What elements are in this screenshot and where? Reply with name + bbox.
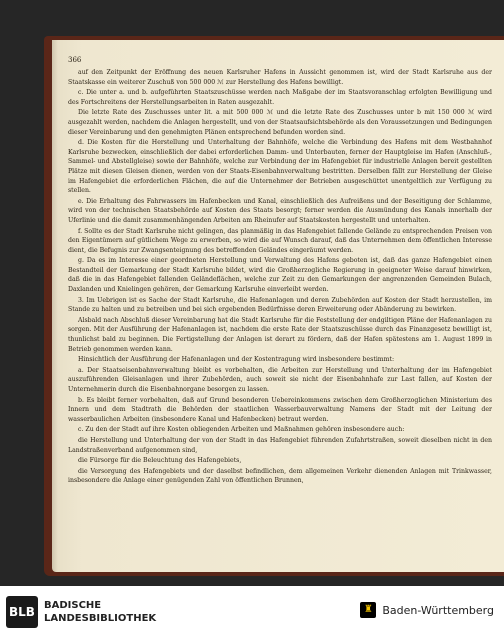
- bw-logo[interactable]: [360, 602, 494, 618]
- paragraph: f. Sollte es der Stadt Karlsruhe nicht gelingen, das planmäßig in das Hafengebiet fallende Gelände zu entsprechenden Preisen von den Eigentümern auf gütlichem Wege zu erwerben, so wird die auf Wunsch darauf, daß das Unternehmen dem öffentlichen Interesse dient, die Befugnis zur Zwangsenteignung des betreffenden Geländes eingeräumt werden.: [68, 227, 492, 254]
- paragraph: d. Die Kosten für die Herstellung und Unterhaltung der Bahnhöfe, welche die Verbindung des Hafens mit dem Westbahnhof Karlsruhe bezwecken, einschließlich der dabei erforderlichen Damm- und Unterbauten, ferner der Hauptgleise im Hafen (Anschluß-, Sammel- und Abstellgleise) sowie der Bahnhöfe, welche zur Verbindung der im Hafengebiet für industrielle Anlagen bereit gestellten Plätze mit diesen Gleisen dienen, werden von der Staats-Eisenbahnverwaltung bestritten. Derselben fällt zur Herstellung der Gleise im Hafengebiet die erforderlichen Flächen, die auf die Unternehmer der Betrieben ausgeschüttet unentgeltlich zur Verfügung zu stellen.: [68, 139, 492, 195]
- library-name[interactable]: [44, 599, 156, 625]
- paragraph: c. Zu den der Stadt auf ihre Kosten obliegenden Arbeiten und Maßnahmen gehören insbesondere auch:: [78, 426, 405, 434]
- paragraph: e. Die Erhaltung des Fahrwassers im Hafenbecken und Kanal, einschließlich des Aufreißens und der Beseitigung der Schlamme, wird von der technischen Staatsbehörde auf Kosten des Staats besorgt; ferner werden die Ausmündung des Kanals innerhalb der Uferlinie und die damit zusammenhängenden Arbeiten am Rheinufer auf Staatskosten hergestellt und unterhalten.: [68, 197, 492, 224]
- paragraph: Alsbald nach Abschluß dieser Vereinbarung hat die Stadt Karlsruhe für die Feststellung der endgiltigen Pläne der Hafenanlagen zu sorgen. Mit der Ausführung der Hafenanlagen ist, nachdem die erste Rate der Staatszuschüsse durch das Finanzgesetz bewilligt ist, thunlichst bald zu beginnen. Die Fertigstellung der Anlagen ist derart zu fördern, daß der Hafen spätestens am 1. August 1899 in Betrieb genommen werden kann.: [68, 316, 492, 353]
- page-number: 366: [68, 56, 82, 64]
- library-name-line1: BADISCHE: [44, 600, 102, 611]
- footer-bar: [0, 586, 504, 638]
- paragraph: Die letzte Rate des Zuschusses unter lit. a mit 500 000 ℳ und die letzte Rate des Zuschusses unter b mit 150 000 ℳ wird ausgezahlt werden, nachdem die Anlagen hergestellt, und von der Staatsaufsichtsbehörde als den Voraussetzungen und Bedingungen dieser Vereinbarung und den genehmigten Plänen entsprechend befunden worden sind.: [68, 109, 492, 136]
- paragraph: 3. Im Uebrigen ist es Sache der Stadt Karlsruhe, die Hafenanlagen und deren Zubehörden auf Kosten der Stadt herzustellen, im Stande zu halten und zu betreiben und bei sich ergebenden Bedürfnisse deren Erweiterung oder Abänderung zu bewirken.: [68, 296, 492, 314]
- paragraph: Hinsichtlich der Ausführung der Hafenanlagen und der Kostentragung wird insbesondere bestimmt:: [78, 356, 395, 364]
- page-body-text: [68, 68, 492, 568]
- paragraph: die Herstellung und Unterhaltung der von der Stadt in das Hafengebiet führenden Zufahrtstraßen, soweit dieselben nicht in den Landstraßenverband aufgenommen sind,: [68, 436, 492, 454]
- blb-logo-icon[interactable]: BLB: [6, 596, 38, 628]
- library-name-line2: LANDESBIBLIOTHEK: [44, 613, 157, 624]
- paragraph: a. Der Staatseisenbahnverwaltung bleibt es vorbehalten, die Arbeiten zur Herstellung und Unterhaltung der im Hafengebiet auszuführenden Gleisanlagen und ihrer Zubehörden, auch soweit sie nicht der Eisenbahnhafe zur Last fallen, auf Kosten der Unternehmerin durch die Eisenbahnorgane besorgen zu lassen.: [68, 366, 492, 393]
- paragraph: die Fürsorge für die Beleuchtung des Hafengebiets,: [78, 457, 242, 465]
- lion-icon: ♜: [360, 602, 376, 618]
- paragraph: g. Da es im Interesse einer geordneten Herstellung und Verwaltung des Hafens geboten ist, daß das ganze Hafengebiet einen Bestandteil der Gemarkung der Stadt Karlsruhe bildet, wird die Großherzogliche Regierung in geeigneter Weise darauf hinwirken, daß die in das Hafengebiet fallenden Geländeflächen, welche zur Zeit zu den Gemarkungen der angrenzenden Gemeinden Bulach, Daxlanden und Knielingen gehören, der Gemarkung Karlsruhe einverleibt werden.: [68, 257, 492, 294]
- paragraph: c. Die unter a. und b. aufgeführten Staatszuschüsse werden nach Maßgabe der im Staatsvoranschlag erfolgten Bewilligung und des Fortschreitens der Herstellungsarbeiten in Raten ausgezahlt.: [68, 89, 492, 106]
- paragraph: die Versorgung des Hafengebiets und der daselbst befindlichen, dem allgemeinen Verkehr dienenden Anlagen mit Trinkwasser, insbesondere die Anlage einer genügenden Zahl von öffentlichen Brunnen,: [68, 467, 492, 485]
- bw-logo-text: Baden-Württemberg: [382, 603, 494, 617]
- paragraph: b. Es bleibt ferner vorbehalten, daß auf Grund besonderen Uebereinkommens zwischen dem Großherzoglichen Ministerium des Innern und dem Stadtrath die Behörden der staatlichen Wasserbauverwaltung Namens der Stadt mit der Leitung der wasserbaulichen Arbeiten (insbesondere Kanal und Hafenbecken) betraut werden.: [68, 396, 492, 423]
- paragraph: auf den Zeitpunkt der Eröffnung des neuen Karlsruher Hafens in Aussicht genommen ist, wird der Stadt Karlsruhe aus der Staatskasse ein weiterer Zuschuß von 500 000 ℳ zur Herstellung des Hafens bewilligt.: [68, 69, 492, 86]
